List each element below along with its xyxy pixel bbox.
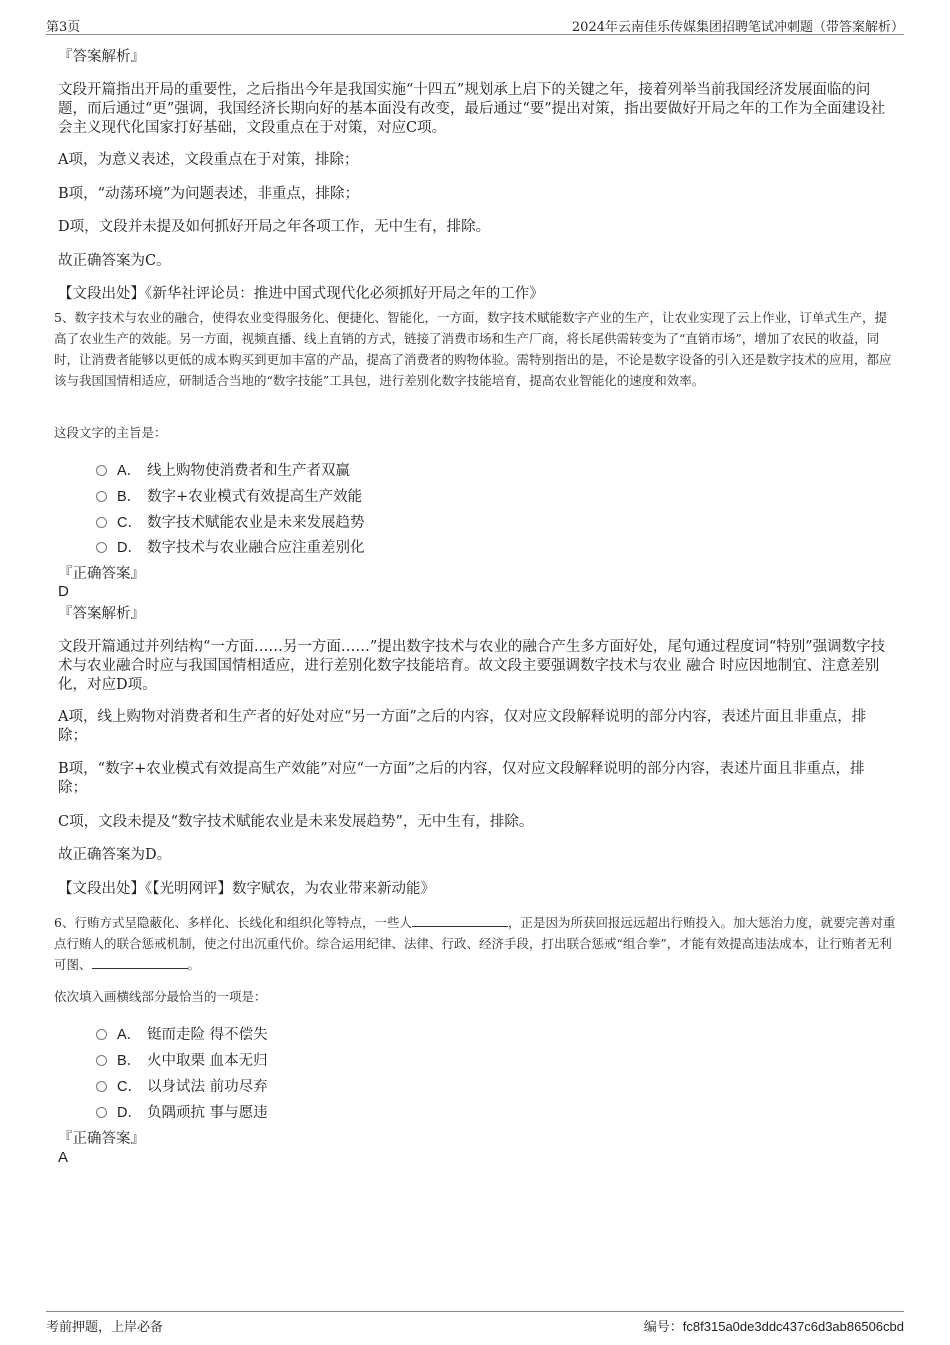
q5-analysis-paragraph: 文段开篇通过并列结构“一方面……另一方面……”提出数字技术与农业的融合产生多方面好处，尾句通过程度词“特别”强调数字技术与农业融合时应与我国国情相适应，进行差别化数字技能培育。故文段主要强调数字技术与农业 融合 时应因地制宜、注意差别化，对应D项。 bbox=[58, 639, 886, 693]
q6-option-b[interactable]: B． 火中取栗 血本无归 bbox=[96, 1049, 268, 1069]
q4-analysis-option-d: D项，文段并未提及如何抓好开局之年各项工作，无中生有，排除。 bbox=[58, 219, 491, 235]
q5-option-a[interactable]: A． 线上购物使消费者和生产者双赢 bbox=[96, 459, 350, 479]
document-title: 2024年云南佳乐传媒集团招聘笔试冲刺题（带答案解析） bbox=[571, 20, 904, 35]
option-text: 火中取栗 血本无归 bbox=[147, 1052, 268, 1069]
radio-icon[interactable] bbox=[96, 491, 107, 502]
q5-source: 【文段出处】《【光明网评】数字赋农，为农业带来新动能》 bbox=[58, 881, 435, 897]
fill-blank-2[interactable] bbox=[92, 955, 188, 969]
q4-analysis-option-a: A项，为意义表述，文段重点在于对策，排除； bbox=[58, 152, 359, 168]
q4-conclusion: 故正确答案为C。 bbox=[58, 253, 171, 269]
option-text: 负隅顽抗 事与愿违 bbox=[147, 1104, 268, 1121]
q6-answer: A bbox=[58, 1149, 69, 1166]
option-text: 以身试法 前功尽弃 bbox=[147, 1078, 268, 1095]
option-text: 数字技术赋能农业是未来发展趋势 bbox=[147, 514, 365, 531]
option-text: 铤而走险 得不偿失 bbox=[147, 1026, 268, 1043]
option-text: 数字+农业模式有效提高生产效能 bbox=[147, 488, 363, 505]
q6-prompt: 依次填入画横线部分最恰当的一项是： bbox=[54, 989, 267, 1004]
radio-icon[interactable] bbox=[96, 1081, 107, 1092]
footer-slogan: 考前押题，上岸必备 bbox=[46, 1320, 164, 1335]
fill-blank-1[interactable] bbox=[412, 913, 508, 927]
q5-analysis-option-a: A项，线上购物对消费者和生产者的好处对应“另一方面”之后的内容，仅对应文段解释说明的部分内容，表述片面且非重点，排除； bbox=[58, 709, 867, 744]
q5-option-c[interactable]: C． 数字技术赋能农业是未来发展趋势 bbox=[96, 511, 365, 531]
q5-analysis-option-c: C项，文段未提及“数字技术赋能农业是未来发展趋势”，无中生有，排除。 bbox=[58, 814, 534, 830]
q5-option-b[interactable]: B． 数字+农业模式有效提高生产效能 bbox=[96, 485, 362, 505]
q6-answer-heading: 『正确答案』 bbox=[58, 1131, 145, 1147]
q5-answer: D bbox=[58, 583, 69, 600]
option-text: 数字技术与农业融合应注重差别化 bbox=[147, 539, 365, 556]
q5-option-d[interactable]: D． 数字技术与农业融合应注重差别化 bbox=[96, 536, 365, 556]
q5-answer-heading: 『正确答案』 bbox=[58, 566, 145, 582]
radio-icon[interactable] bbox=[96, 542, 107, 553]
q6-option-c[interactable]: C． 以身试法 前功尽弃 bbox=[96, 1075, 268, 1095]
q4-analysis-paragraph: 文段开篇指出开局的重要性，之后指出今年是我国实施“十四五”规划承上启下的关键之年，接着列举当前我国经济发展面临的问题，而后通过“更”强调，我国经济长期向好的基本面没有改变，最后通过“要”提出对策，指出要做好开局之年的工作为全面建设社会主义现代化国家打好基础，文段重点在于对策，对应C项。 bbox=[58, 82, 886, 136]
q4-analysis-option-b: B项，“动荡环境”为问题表述，非重点，排除； bbox=[58, 186, 359, 202]
q5-conclusion: 故正确答案为D。 bbox=[58, 847, 172, 863]
radio-icon[interactable] bbox=[96, 1029, 107, 1040]
option-text: 线上购物使消费者和生产者双赢 bbox=[147, 462, 350, 479]
q6-stem: 6、行贿方式呈隐蔽化、多样化、长线化和组织化等特点，一些人 ，正是因为所获回报远远超出行贿投入。加大惩治力度，就要完善对重点行贿人的联合惩戒机制，使之付出沉重代价。综合运用纪律、法律、行政、经济手段，打出联合惩戒“组合拳”，才能有效提高违法成本，让行贿者无利可图、 。 bbox=[54, 915, 896, 972]
page-footer bbox=[46, 1311, 904, 1336]
page-header bbox=[46, 14, 904, 35]
q5-prompt: 这段文字的主旨是： bbox=[54, 425, 167, 440]
q4-source: 【文段出处】《新华社评论员：推进中国式现代化必须抓好开局之年的工作》 bbox=[58, 286, 544, 302]
q4-analysis-heading: 『答案解析』 bbox=[58, 49, 145, 65]
page-number: 第3页 bbox=[46, 20, 81, 35]
q5-analysis-heading: 『答案解析』 bbox=[58, 606, 145, 622]
radio-icon[interactable] bbox=[96, 465, 107, 476]
q5-stem: 5、数字技术与农业的融合，使得农业变得服务化、便捷化、智能化，一方面，数字技术赋能数字产业的生产，让农业实现了云上作业，订单式生产，提高了农业生产的效能。另一方面，视频直播、线上直销的方式，链接了消费市场和生产厂商，将长尾供需转变为了“直销市场”，增加了农民的收益，同时，让消费者能够以更低的成本购买到更加丰富的产品，提高了消费者的购物体验。需特别指出的是，不论是数字设备的引入还是数字技术的应用，都应该与我国国情相适应，研制适合当地的“数字技能”工具包，进行差别化数字技能培育，提高农业智能化的速度和效率。 bbox=[54, 310, 892, 388]
q5-analysis-option-b: B项，“数字+农业模式有效提高生产效能”对应“一方面”之后的内容，仅对应文段解释说明的部分内容，表述片面且非重点，排除； bbox=[58, 761, 865, 796]
q6-option-d[interactable]: D． 负隅顽抗 事与愿违 bbox=[96, 1101, 268, 1121]
radio-icon[interactable] bbox=[96, 1055, 107, 1066]
document-code: 编号：fc8f315a0de3ddc437c6d3ab86506cbd bbox=[643, 1319, 904, 1335]
q6-option-a[interactable]: A． 铤而走险 得不偿失 bbox=[96, 1023, 268, 1043]
radio-icon[interactable] bbox=[96, 1107, 107, 1118]
radio-icon[interactable] bbox=[96, 517, 107, 528]
